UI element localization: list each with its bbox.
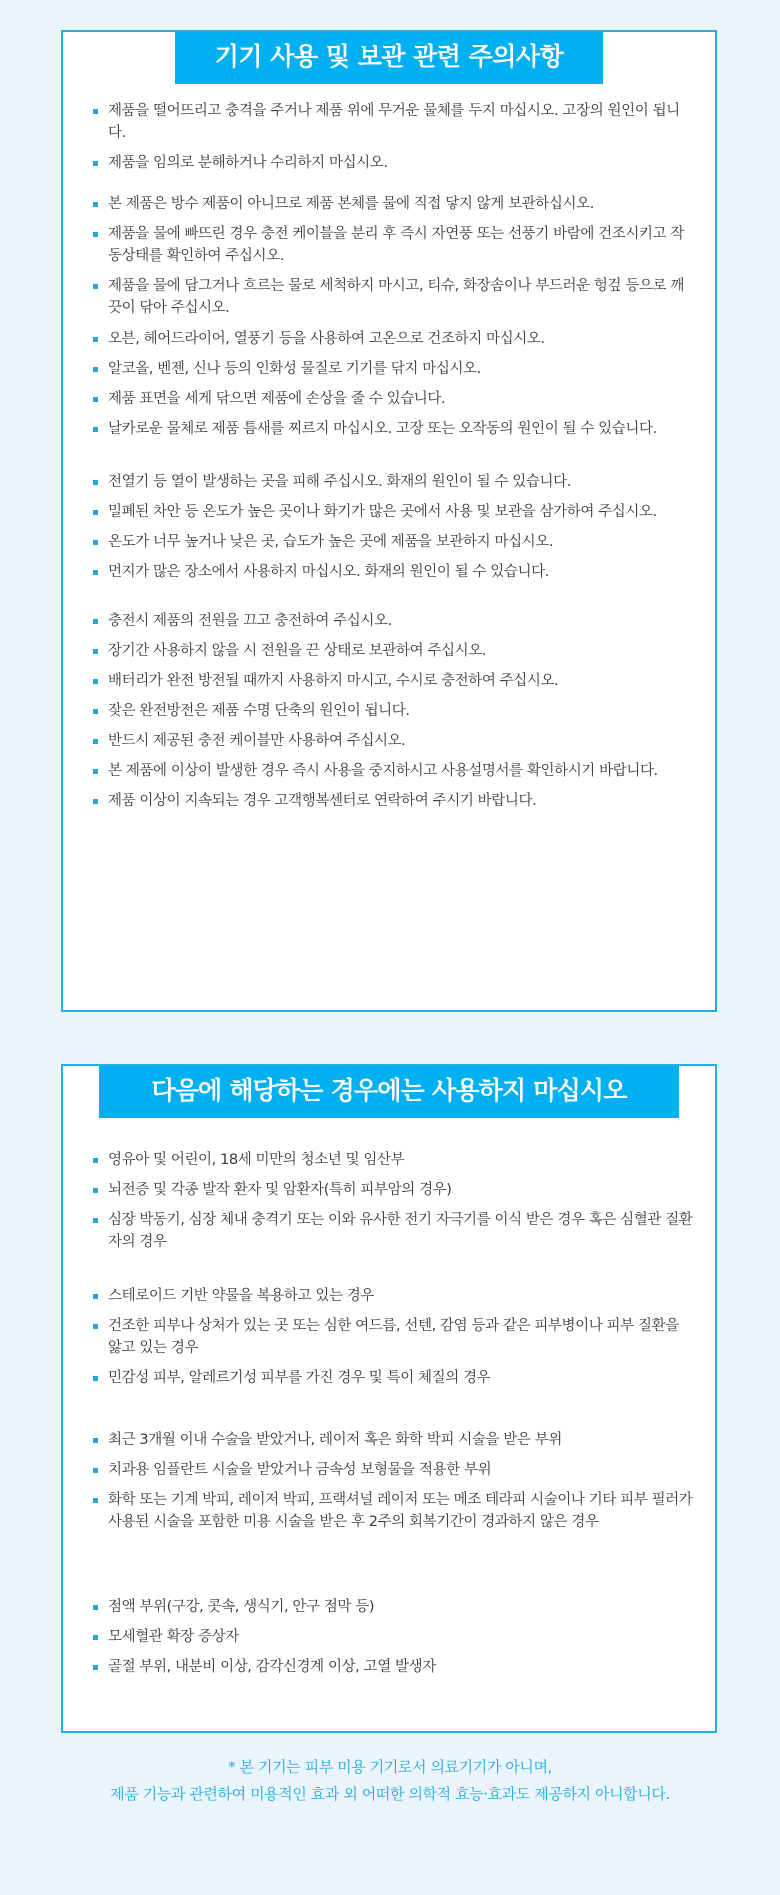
bullet-group [93, 1429, 693, 1541]
bullet-group [93, 328, 693, 448]
list-item: 충전시 제품의 전원을 끄고 충전하여 주십시오. [93, 610, 693, 632]
list-item: 제품을 떨어뜨리고 충격을 주거나 제품 위에 무거운 물체를 두지 마십시오. 고장의 원인이 됩니다. [93, 100, 693, 144]
list-item: 최근 3개월 이내 수술을 받았거나, 레이저 혹은 화학 박피 시술을 받은 부위 [93, 1429, 693, 1451]
list-item: 점액 부위(구강, 콧속, 생식기, 안구 점막 등) [93, 1596, 693, 1618]
list-item: 밀폐된 차안 등 온도가 높은 곳이나 화기가 많은 곳에서 사용 및 보관을 삼가하여 주십시오. [93, 501, 693, 523]
list-item: 반드시 제공된 충전 케이블만 사용하여 주십시오. [93, 730, 693, 752]
list-item: 온도가 너무 높거나 낮은 곳, 습도가 높은 곳에 제품을 보관하지 마십시오. [93, 531, 693, 553]
list-item: 제품을 임의로 분해하거나 수리하지 마십시오. [93, 152, 693, 174]
bullet-group [93, 1285, 693, 1397]
list-item: 치과용 임플란트 시술을 받았거나 금속성 보형물을 적용한 부위 [93, 1459, 693, 1481]
list-item: 제품 이상이 지속되는 경우 고객행복센터로 연락하여 주시기 바랍니다. [93, 790, 693, 812]
bullet-group [93, 193, 693, 327]
list-item: 먼지가 많은 장소에서 사용하지 마십시오. 화재의 원인이 될 수 있습니다. [93, 561, 693, 583]
list-item: 배터리가 완전 방전될 때까지 사용하지 마시고, 수시로 충전하여 주십시오. [93, 670, 693, 692]
list-item: 날카로운 물체로 제품 틈새를 찌르지 마십시오. 고장 또는 오작동의 원인이 될 수 있습니다. [93, 418, 693, 440]
list-item: 오븐, 헤어드라이어, 열풍기 등을 사용하여 고온으로 건조하지 마십시오. [93, 328, 693, 350]
contraindications-box [61, 1064, 717, 1733]
list-item: 제품 표면을 세게 닦으면 제품에 손상을 줄 수 있습니다. [93, 388, 693, 410]
bullet-group [93, 471, 693, 591]
list-item: 장기간 사용하지 않을 시 전원을 끈 상태로 보관하여 주십시오. [93, 640, 693, 662]
section-title: 기기 사용 및 보관 관련 주의사항 [175, 32, 603, 84]
list-item: 전열기 등 열이 발생하는 곳을 피해 주십시오. 화재의 원인이 될 수 있습니다. [93, 471, 693, 493]
list-item: 스테로이드 기반 약물을 복용하고 있는 경우 [93, 1285, 693, 1307]
section-title: 다음에 해당하는 경우에는 사용하지 마십시오 [99, 1066, 679, 1118]
list-item: 뇌전증 및 각종 발작 환자 및 암환자(특히 피부암의 경우) [93, 1179, 693, 1201]
list-item: 본 제품은 방수 제품이 아니므로 제품 본체를 물에 직접 닿지 않게 보관하십시오. [93, 193, 693, 215]
list-item: 제품을 물에 담그거나 흐르는 물로 세척하지 마시고, 티슈, 화장솜이나 부드러운 헝겊 등으로 깨끗이 닦아 주십시오. [93, 275, 693, 319]
disclaimer-footnote [0, 1754, 780, 1808]
list-item: 영유아 및 어린이, 18세 미만의 청소년 및 임산부 [93, 1149, 693, 1171]
list-item: 모세혈관 확장 증상자 [93, 1626, 693, 1648]
device-usage-precautions-box [61, 30, 717, 1012]
list-item: 제품을 물에 빠뜨린 경우 충전 케이블을 분리 후 즉시 자연풍 또는 선풍기 바람에 건조시키고 작동상태를 확인하여 주십시오. [93, 223, 693, 267]
disclaimer-line-2: 제품 기능과 관련하여 미용적인 효과 외 어떠한 의학적 효능·효과도 제공하지 아니합니다. [110, 1785, 670, 1803]
list-item: 민감성 피부, 알레르기성 피부를 가진 경우 및 특이 체질의 경우 [93, 1367, 693, 1389]
list-item: 심장 박동기, 심장 체내 충격기 또는 이와 유사한 전기 자극기를 이식 받은 경우 혹은 심혈관 질환자의 경우 [93, 1209, 693, 1253]
list-item: 화학 또는 기계 박피, 레이저 박피, 프랙셔널 레이저 또는 메조 테라피 시술이나 기타 피부 필러가 사용된 시술을 포함한 미용 시술을 받은 후 2주의 회복기간이 경과하지 않은 경우 [93, 1489, 693, 1533]
bullet-group [93, 610, 693, 820]
bullet-group [93, 100, 693, 182]
list-item: 건조한 피부나 상처가 있는 곳 또는 심한 여드름, 선텐, 감염 등과 같은 피부병이나 피부 질환을 앓고 있는 경우 [93, 1315, 693, 1359]
bullet-group [93, 1149, 693, 1261]
list-item: 본 제품에 이상이 발생한 경우 즉시 사용을 중지하시고 사용설명서를 확인하시기 바랍니다. [93, 760, 693, 782]
disclaimer-line-1: * 본 기기는 피부 미용 기기로서 의료기기가 아니며, [228, 1758, 552, 1776]
bullet-group [93, 1596, 693, 1686]
list-item: 알코올, 벤젠, 신나 등의 인화성 물질로 기기를 닦지 마십시오. [93, 358, 693, 380]
list-item: 잦은 완전방전은 제품 수명 단축의 원인이 됩니다. [93, 700, 693, 722]
list-item: 골절 부위, 내분비 이상, 감각신경계 이상, 고열 발생자 [93, 1656, 693, 1678]
